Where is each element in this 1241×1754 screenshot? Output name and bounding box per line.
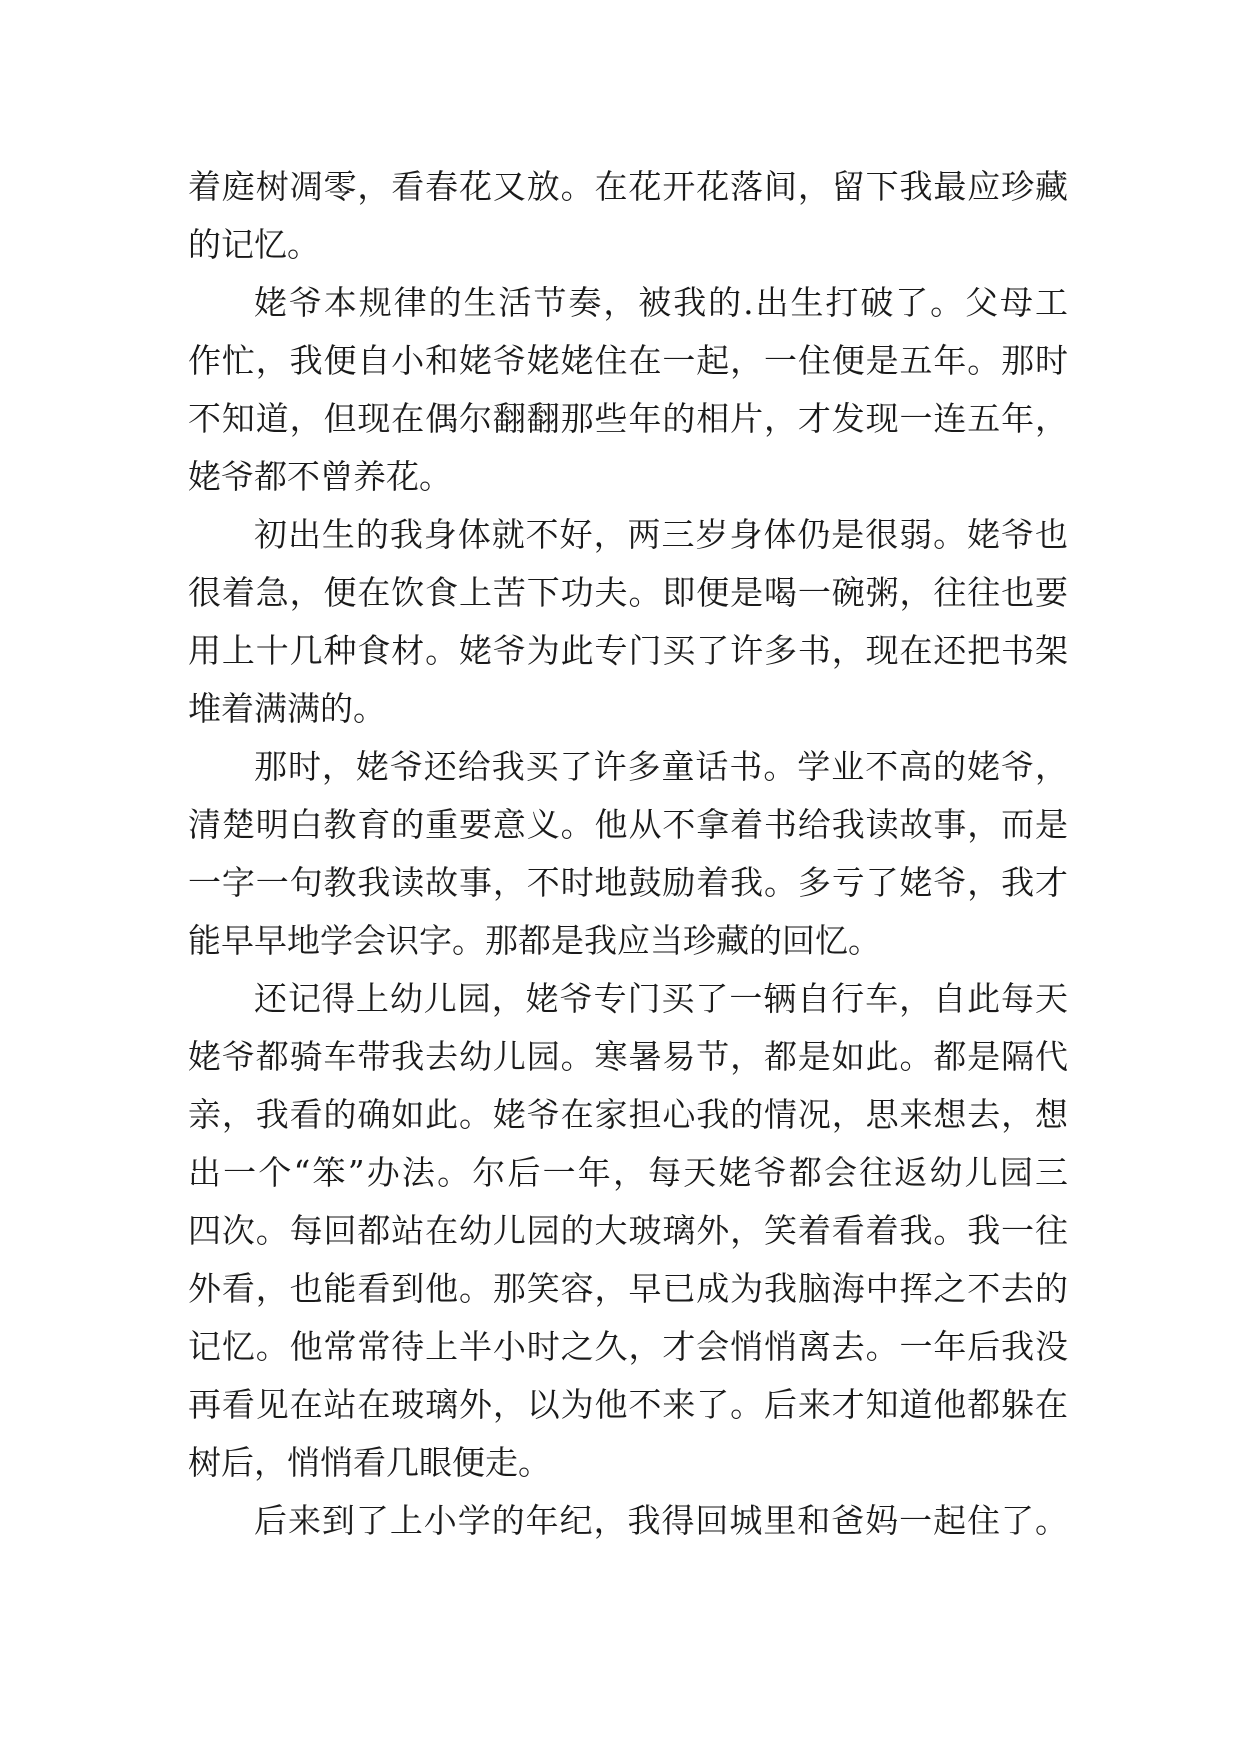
- text-line: 树后，悄悄看几眼便走。: [188, 1443, 551, 1482]
- text-line: 不知道，但现在偶尔翻翻那些年的相片，才发现一连五年，: [188, 399, 1068, 438]
- text-line: 外看，也能看到他。那笑容，早已成为我脑海中挥之不去的: [188, 1269, 1068, 1308]
- body-text: [188, 158, 1068, 1550]
- text-line: 用上十几种食材。姥爷为此专门买了许多书，现在还把书架: [188, 631, 1068, 670]
- text-line: 堆着满满的。: [188, 689, 386, 728]
- text-line: 姥爷都不曾养花。: [188, 457, 452, 496]
- text-line: 一字一句教我读故事，不时地鼓励着我。多亏了姥爷，我才: [188, 863, 1068, 902]
- text-line: 作忙，我便自小和姥爷姥姥住在一起，一住便是五年。那时: [188, 341, 1068, 380]
- text-line: 很着急，便在饮食上苦下功夫。即便是喝一碗粥，往往也要: [188, 573, 1068, 612]
- text-line: 再看见在站在玻璃外，以为他不来了。后来才知道他都躲在: [188, 1385, 1068, 1424]
- text-line: 清楚明白教育的重要意义。他从不拿着书给我读故事，而是: [188, 805, 1068, 844]
- text-line: 着庭树凋零，看春花又放。在花开花落间，留下我最应珍藏: [188, 167, 1068, 206]
- text-line: 那时，姥爷还给我买了许多童话书。学业不高的姥爷，: [254, 747, 1068, 786]
- text-line: 四次。每回都站在幼儿园的大玻璃外，笑着看着我。我一往: [188, 1211, 1068, 1250]
- text-line: 后来到了上小学的年纪，我得回城里和爸妈一起住了。: [254, 1501, 1068, 1540]
- text-line: 的记忆。: [188, 225, 320, 264]
- text-line: 亲，我看的确如此。姥爷在家担心我的情况，思来想去，想: [188, 1095, 1068, 1134]
- text-line: 能早早地学会识字。那都是我应当珍藏的回忆。: [188, 921, 881, 960]
- text-line: 姥爷都骑车带我去幼儿园。寒暑易节，都是如此。都是隔代: [188, 1037, 1068, 1076]
- text-line: 记忆。他常常待上半小时之久，才会悄悄离去。一年后我没: [188, 1327, 1068, 1366]
- text-line: 出一个“笨”办法。尔后一年，每天姥爷都会往返幼儿园三: [188, 1153, 1068, 1192]
- text-line: 初出生的我身体就不好，两三岁身体仍是很弱。姥爷也: [254, 515, 1068, 554]
- text-line: 还记得上幼儿园，姥爷专门买了一辆自行车，自此每天: [254, 979, 1068, 1018]
- text-line: 姥爷本规律的生活节奏，被我的.出生打破了。父母工: [254, 283, 1068, 322]
